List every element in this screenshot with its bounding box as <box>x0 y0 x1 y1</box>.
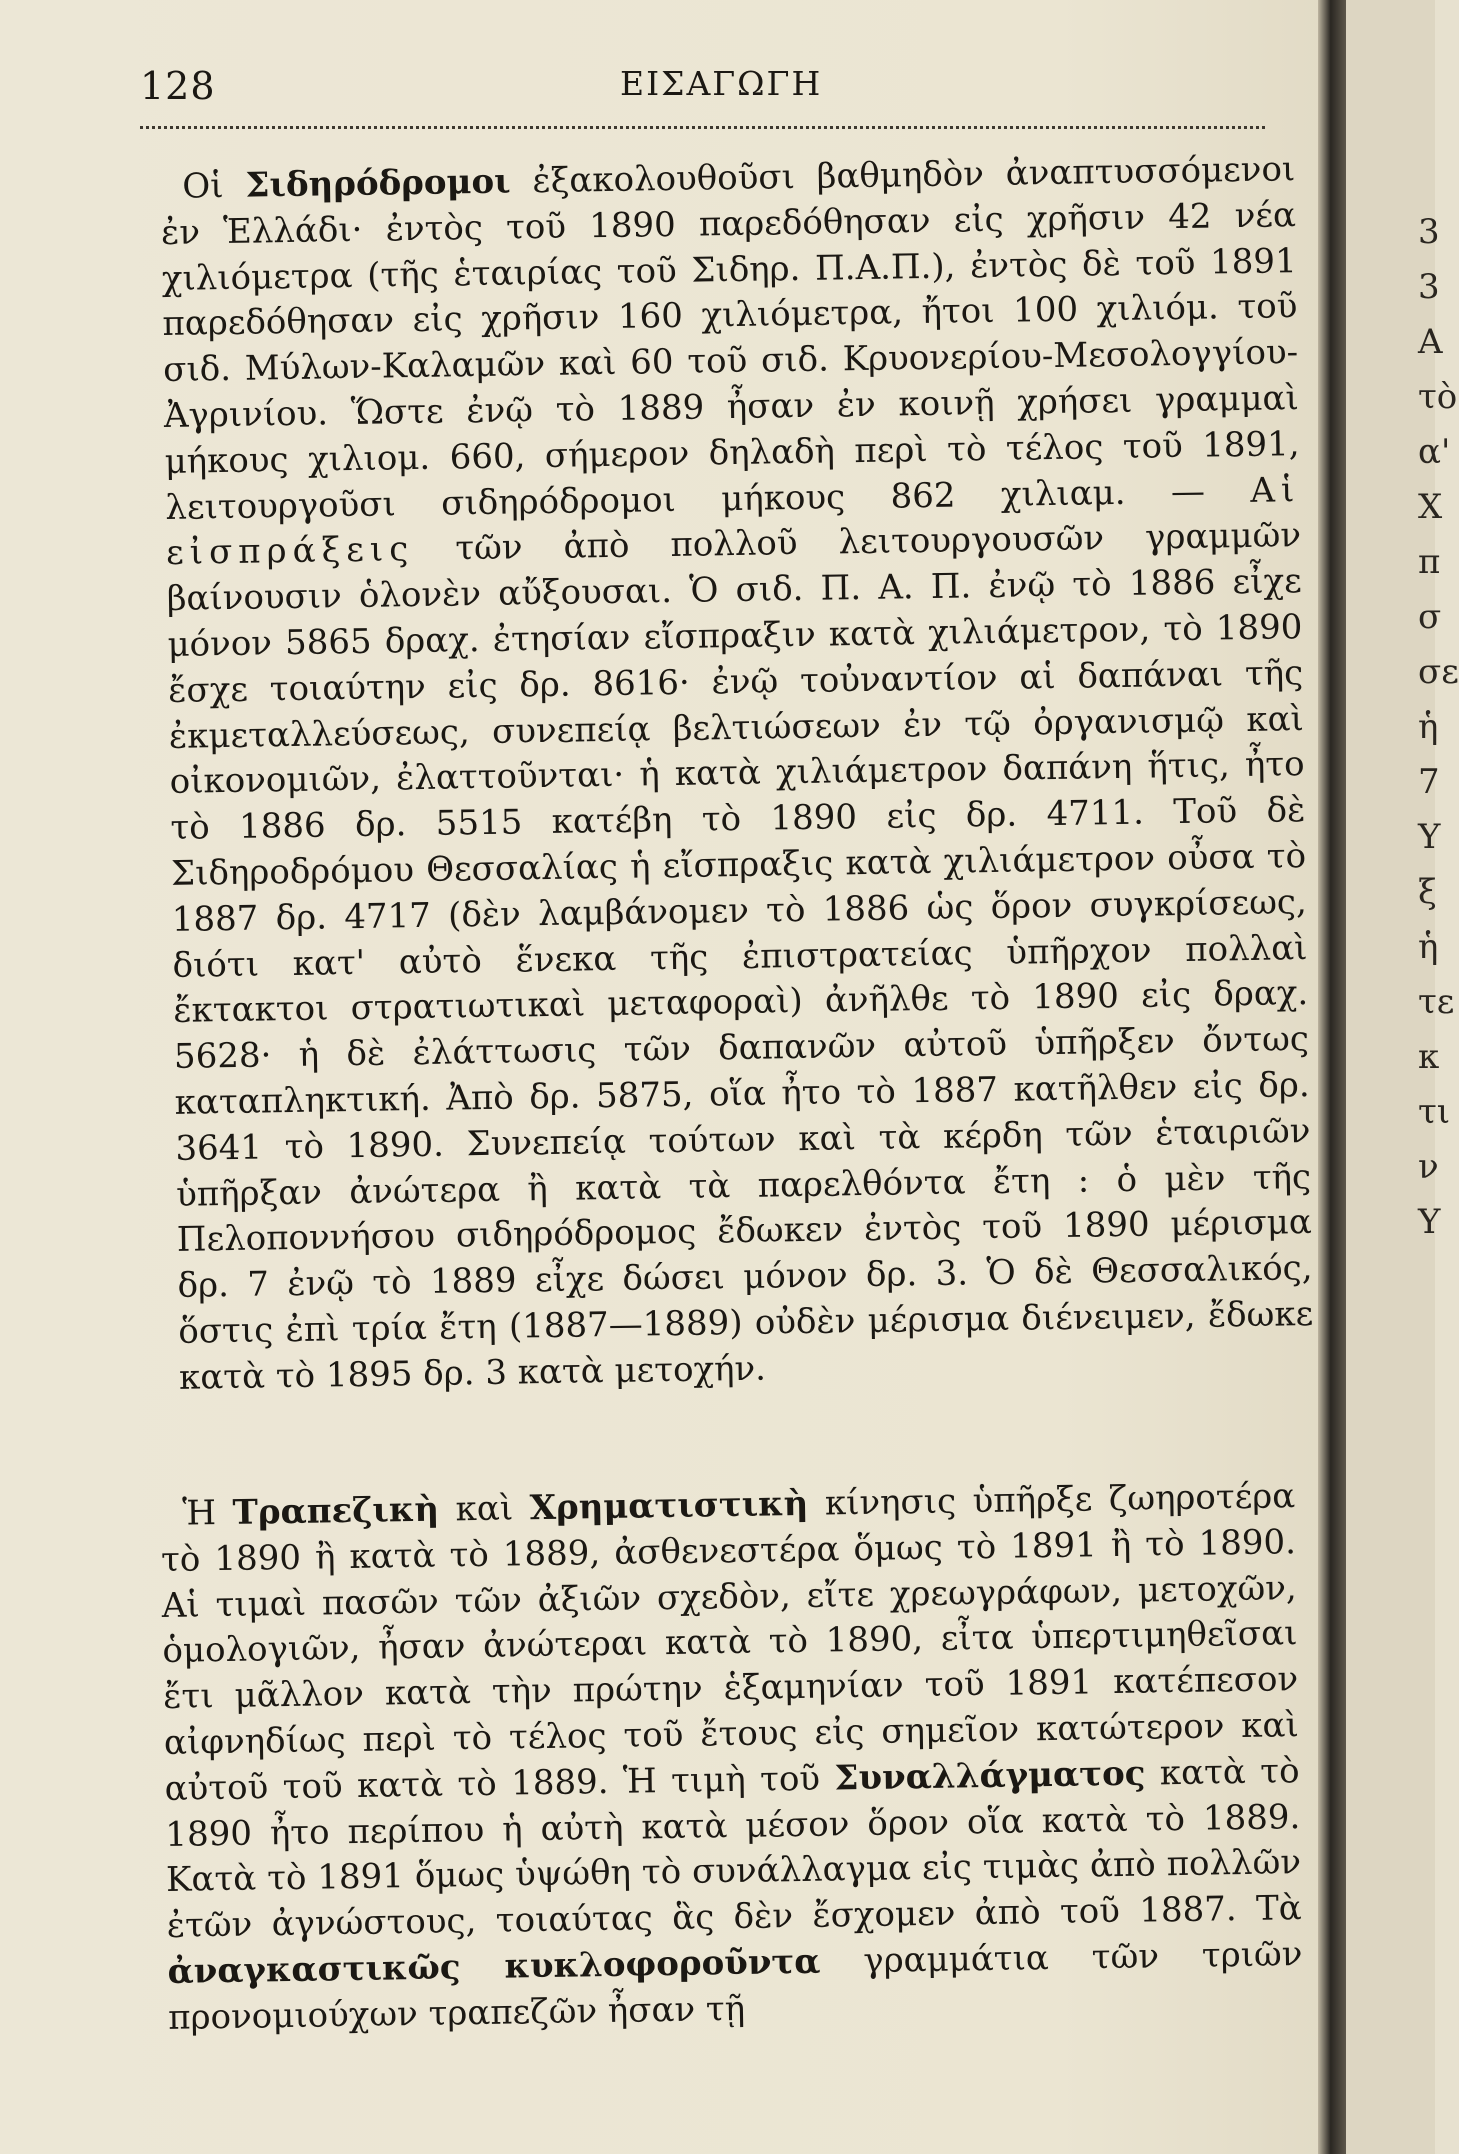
facing-page-letter: τε <box>1418 982 1455 1022</box>
text-run: κατὰ τὸ 1890 ἦτο περίπου ἡ αὐτὴ κατὰ μέσον ὅρον οἵα κατὰ τὸ 1889. Κατὰ τὸ 1891 ὅμως ὑψώθη τὸ συνάλλαγμα εἰς τιμὰς ἀπὸ πολλῶν ἐτῶν ἀγνώστους, τοιαύτας ἃς δὲν ἔσχομεν ἀπὸ τοῦ 1887. Τὰ <box>165 1750 1302 1947</box>
header-rule <box>140 126 1265 129</box>
facing-page-letter: σ <box>1418 597 1442 637</box>
text-run: καὶ <box>438 1488 530 1530</box>
book-gutter <box>1318 0 1346 2154</box>
text-run: Οἱ <box>182 165 246 207</box>
text-run: γραμμάτια τῶν τριῶν προνομιούχων τραπεζῶν ἦσαν τῇ <box>167 1934 1303 2038</box>
facing-page-letter: ξ <box>1418 872 1437 912</box>
running-head: ΕΙΣΑΓΩΓΗ <box>620 64 823 103</box>
facing-page-letters <box>1418 205 1459 1250</box>
facing-page-letter: ν <box>1418 1147 1439 1187</box>
facing-page-letter: 7 <box>1418 762 1440 802</box>
bold-term-exchange-rate: Συναλλάγματος <box>834 1753 1146 1799</box>
paragraph-railways <box>160 147 1314 1401</box>
bold-term-railways: Σιδηρόδρομοι <box>245 161 511 206</box>
bold-term-stock-exchange: Χρηματιστικὴ <box>529 1483 809 1529</box>
facing-page-letter: τὸ <box>1418 377 1458 417</box>
facing-page-letter: α' <box>1418 432 1451 472</box>
paragraph-banking <box>160 1474 1303 2041</box>
facing-page-letter: Υ <box>1418 1202 1441 1242</box>
facing-page-letter: ἡ <box>1418 707 1439 747</box>
text-run: ἐξακολουθοῦσι βαθμηδὸν ἀναπτυσσόμενοι ἐν Ἑλλάδι· ἐντὸς τοῦ 1890 παρεδόθησαν εἰς χρῆσιν 42 νέα χιλιόμετρα (τῆς ἑταιρίας τοῦ Σιδηρ. Π.Α.Π.), ἐντὸς δὲ τοῦ 1891 παρεδόθησαν εἰς χρῆσιν 160 χιλιόμετρα, ἤτοι 100 χιλιόμ. τοῦ σιδ. Μύλων-Καλαμῶν καὶ 60 τοῦ σιδ. Κρυονερίου-Μεσολογγίου-Ἀγρινίου. Ὥστε ἐνῷ τὸ 1889 ἦσαν ἐν κοινῇ χρήσει γραμμαὶ μήκους χιλιομ. 660, σήμερον δηλαδὴ περὶ τὸ τέλος τοῦ 1891, λειτουργοῦσι σιδηρόδρομοι μήκους 862 χιλιαμ. — <box>160 149 1300 528</box>
facing-page-letter: ἡ <box>1418 927 1439 967</box>
facing-page-letter: 3 <box>1418 212 1440 252</box>
facing-page-letter: σε <box>1418 652 1459 692</box>
facing-page-letter: κ <box>1418 1037 1440 1077</box>
text-run: τῶν ἀπὸ πολλοῦ λειτουργουσῶν γραμμῶν βαίνουσιν ὁλονὲν αὔξουσαι. Ὁ σιδ. Π. Α. Π. ἐνῷ τὸ 1886 εἶχε μόνον 5865 δραχ. ἐτησίαν εἴσπραξιν κατὰ χιλιάμετρον, τὸ 1890 ἔσχε τοιαύτην εἰς δρ. 8616· ἐνῷ τοὐναντίον αἱ δαπάναι τῆς ἐκμεταλλεύσεως, συνεπείᾳ βελτιώσεων ἐν τῷ ὀργανισμῷ καὶ οἰκονομιῶν, ἐλαττοῦνται· ἡ κατὰ χιλιάμετρον δαπάνη ἥτις, ἦτο τὸ 1886 δρ. 5515 κατέβη τὸ 1890 εἰς δρ. 4711. Τοῦ δὲ Σιδηροδρόμου Θεσσαλίας ἡ εἴσπραξις κατὰ χιλιάμετρον οὖσα τὸ 1887 δρ. 4717 (δὲν λαμβάνομεν τὸ 1886 ὡς ὅρον συγκρίσεως, διότι κατ' αὐτὸ ἕνεκα τῆς ἐπιστρατείας ὑπῆρχον πολλαὶ ἔκτακτοι στρατιωτικαὶ μεταφοραὶ) ἀνῆλθε τὸ 1890 εἰς δραχ. 5628· ἡ δὲ ἐλάττωσις τῶν δαπανῶν αὐτοῦ ὑπῆρξεν ὄντως καταπληκτική. Ἀπὸ δρ. 5875, οἵα ἦτο τὸ 1887 κατῆλθεν εἰς δρ. 3641 τὸ 1890. Συνεπείᾳ τούτων καὶ τὰ κέρδη τῶν ἑταιριῶν ὑπῆρξαν ἀνώτερα ἢ κατὰ τὰ παρελθόντα ἔτη : ὁ μὲν τῆς Πελοποννήσου σιδηρόδρομος ἔδωκεν ἐντὸς τοῦ 1890 μέρισμα δρ. 7 ἐνῷ τὸ 1889 εἶχε δώσει μόνον δρ. 3. Ὁ δὲ Θεσσαλικός, ὅστις ἐπὶ τρία ἔτη (1887—1889) οὐδὲν μέρισμα διένειμεν, ἔδωκε κατὰ τὸ 1895 δρ. 3 κατὰ μετοχήν. <box>166 515 1314 1398</box>
text-run: Ἡ <box>182 1492 233 1534</box>
text-run: κίνησις ὑπῆρξε ζωηροτέρα τὸ 1890 ἢ κατὰ τὸ 1889, ἀσθενεστέρα ὅμως τὸ 1891 ἢ τὸ 1890. Αἱ τιμαὶ πασῶν τῶν ἀξιῶν σχεδὸν, εἴτε χρεωγράφων, μετοχῶν, ὁμολογιῶν, ἦσαν ἀνώτεραι κατὰ τὸ 1890, εἶτα ὑπερτιμηθεῖσαι ἔτι μᾶλλον κατὰ τὴν πρώτην ἑξαμηνίαν τοῦ 1891 κατέπεσον αἰφνηδίως περὶ τὸ τέλος τοῦ ἔτους εἰς σημεῖον κατώτερον καὶ αὐτοῦ τοῦ κατὰ τὸ 1889. Ἡ τιμὴ τοῦ <box>160 1476 1300 1809</box>
bold-term-forced-circulation: ἀναγκαστικῶς κυκλοφοροῦντα <box>167 1941 821 1992</box>
facing-page-letter: A <box>1418 322 1443 362</box>
page-number: 128 <box>140 64 216 108</box>
facing-page-letter: Y <box>1418 817 1441 857</box>
facing-page-letter: Χ <box>1418 487 1443 527</box>
bold-term-banking: Τραπεζικὴ <box>232 1489 440 1533</box>
facing-page-letter: 3 <box>1418 267 1440 307</box>
page-header <box>140 64 1265 114</box>
facing-page-letter: τι <box>1418 1092 1451 1132</box>
spaced-term-revenues: Αἱ εἰσπράξεις <box>165 469 1301 574</box>
facing-page-letter: π <box>1418 542 1441 582</box>
